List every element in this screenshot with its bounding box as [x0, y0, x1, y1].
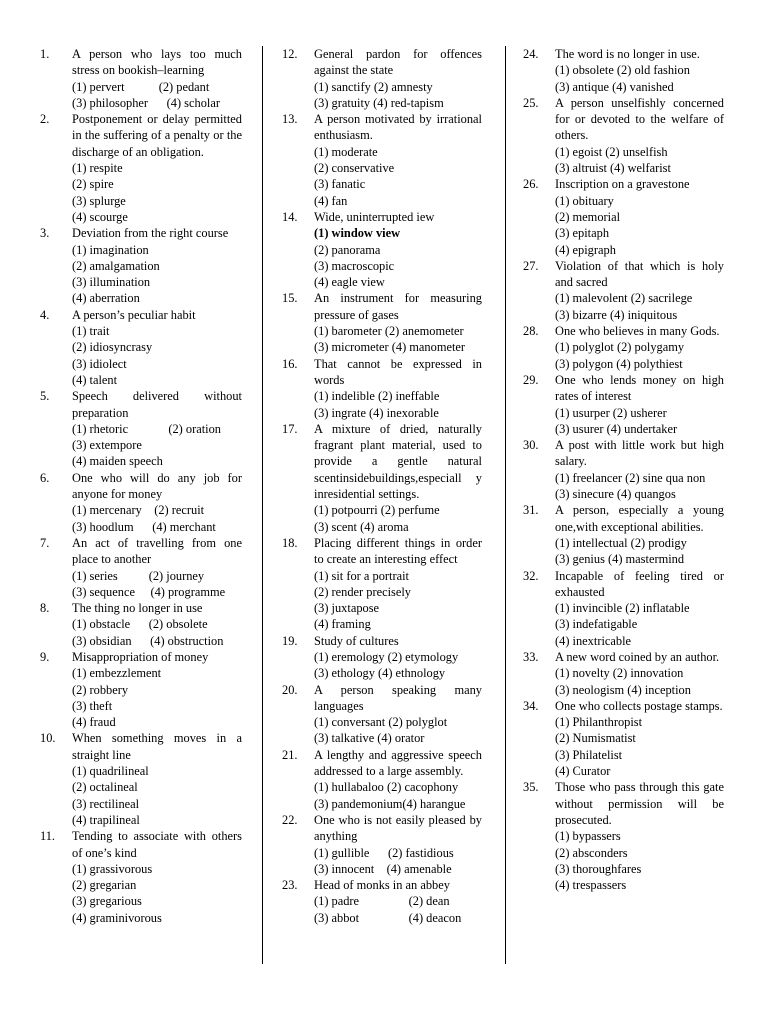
answer-option: (1) imagination	[72, 242, 149, 257]
question-text: Wide, uninterrupted iew	[314, 209, 435, 224]
answer-option: (3) rectilineal	[72, 796, 140, 811]
question-item	[282, 209, 482, 290]
answer-option: (4) Curator	[555, 764, 611, 779]
question-item	[523, 649, 724, 698]
question-text: The word is no longer in use.	[555, 47, 700, 61]
question-item	[523, 779, 724, 893]
answer-option: (1) grassivorous	[72, 861, 153, 876]
question-item	[282, 421, 482, 535]
question-text: One who will do any job for anyone for money	[72, 470, 242, 502]
question-number: 29.	[523, 372, 539, 387]
question-number: 24.	[523, 47, 539, 61]
question-item	[282, 46, 482, 111]
question-number: 22.	[282, 812, 298, 827]
question-text: Speech delivered without preparation	[72, 389, 242, 420]
question-item	[40, 535, 242, 600]
answer-option: (4) maiden speech	[72, 454, 163, 469]
answer-option: (2) spire	[72, 177, 114, 192]
answer-option: (1) respite	[72, 161, 123, 176]
answer-option: (3) altruist (4) welfarist	[555, 161, 671, 176]
answer-option: (1) invincible (2) inflatable	[555, 601, 690, 616]
answer-option: (1) quadrilineal	[72, 764, 149, 779]
answer-option: (4) aberration	[72, 291, 140, 306]
answer-option: (1) trait	[72, 324, 110, 339]
question-item	[40, 649, 242, 730]
answer-option: (1) egoist (2) unselfish	[555, 144, 668, 159]
question-number: 33.	[523, 649, 539, 664]
answer-option: (1) barometer (2) anemometer	[314, 324, 464, 339]
answer-option: (1) Philanthropist	[555, 715, 643, 730]
question-text: A person who lays too much stress on bookish–learning	[72, 47, 242, 78]
question-number: 18.	[282, 535, 298, 550]
answer-option: (2) amalgamation	[72, 258, 160, 273]
answer-option: (4) graminivorous	[72, 910, 162, 925]
answer-option: (2) render precisely	[314, 584, 412, 599]
question-item	[523, 502, 724, 567]
question-item	[282, 682, 482, 747]
question-number: 8.	[40, 601, 50, 616]
column-divider	[262, 46, 263, 964]
answer-option: (1) series (2) journey	[72, 568, 205, 583]
question-text: Those who pass through this gate without permission will be prosecuted.	[555, 780, 724, 827]
answer-option: (3) macroscopic	[314, 258, 395, 273]
answer-option: (1) malevolent (2) sacrilege	[555, 291, 693, 306]
question-number: 23.	[282, 878, 298, 893]
question-number: 12.	[282, 47, 298, 61]
question-item	[40, 730, 242, 828]
answer-option: (3) sinecure (4) quangos	[555, 487, 676, 502]
answer-option: (2) panorama	[314, 242, 381, 257]
answer-option: (3) bizarre (4) iniquitous	[555, 307, 678, 322]
question-number: 14.	[282, 209, 298, 224]
answer-option: (1) freelancer (2) sine qua non	[555, 470, 706, 485]
question-number: 2.	[40, 112, 50, 127]
question-number: 32.	[523, 568, 539, 583]
answer-option: (1) hullabaloo (2) cacophony	[314, 780, 459, 795]
question-text: A person motivated by irrational enthusiasm.	[314, 112, 482, 143]
question-text: A person unselfishly concerned for or devoted to the welfare of others.	[555, 95, 724, 143]
answer-option: (2) Numismatist	[555, 731, 636, 746]
question-text: One who is not easily pleased by anything	[314, 812, 482, 844]
question-item	[282, 747, 482, 812]
question-text: One who collects postage stamps.	[555, 698, 723, 713]
answer-option: (3) ethology (4) ethnology	[314, 666, 446, 681]
question-number: 20.	[282, 682, 298, 697]
answer-option: (1) eremology (2) etymology	[314, 649, 459, 664]
question-item	[282, 633, 482, 682]
question-text: A person speaking many languages	[314, 682, 482, 713]
column-1	[40, 46, 242, 926]
answer-option: (2) octalineal	[72, 780, 138, 795]
answer-option: (3) extempore	[72, 438, 142, 453]
question-number: 4.	[40, 307, 50, 322]
question-item	[40, 46, 242, 111]
answer-option: (2) robbery	[72, 682, 129, 697]
question-number: 5.	[40, 389, 50, 404]
answer-option: (2) memorial	[555, 209, 621, 224]
question-text: When something moves in a straight line	[72, 731, 242, 762]
answer-option: (3) ingrate (4) inexorable	[314, 405, 439, 420]
answer-option: (3) sequence (4) programme	[72, 584, 226, 599]
question-item	[282, 812, 482, 877]
answer-option: (3) neologism (4) inception	[555, 682, 691, 697]
question-text: Head of monks in an abbey	[314, 878, 450, 893]
question-text: That cannot be expressed in words	[314, 356, 482, 387]
question-number: 15.	[282, 291, 298, 306]
question-item	[523, 95, 724, 176]
answer-option: (3) juxtapose	[314, 601, 380, 616]
answer-option: (3) obsidian (4) obstruction	[72, 633, 224, 648]
answer-option: (1) window view	[314, 226, 401, 241]
question-text: A person, especially a young one,with exceptional abilities.	[555, 503, 724, 534]
question-item	[40, 828, 242, 926]
answer-option: (3) gregarious	[72, 894, 142, 909]
question-item	[523, 437, 724, 502]
answer-option: (4) scourge	[72, 209, 128, 224]
question-item	[523, 698, 724, 779]
answer-option: (3) antique (4) vanished	[555, 79, 674, 94]
question-number: 19.	[282, 633, 298, 648]
answer-option: (3) illumination	[72, 275, 151, 290]
answer-option: (1) mercenary (2) recruit	[72, 503, 205, 518]
answer-option: (4) fraud	[72, 715, 116, 730]
question-number: 34.	[523, 698, 539, 713]
answer-option: (1) gullible (2) fastidious	[314, 845, 454, 860]
answer-option: (3) pandemonium(4) harangue	[314, 796, 466, 811]
question-item	[282, 877, 482, 926]
answer-option: (1) obituary	[555, 193, 614, 208]
answer-option: (4) framing	[314, 617, 371, 632]
answer-option: (3) thoroughfares	[555, 861, 642, 876]
answer-option: (3) talkative (4) orator	[314, 731, 425, 746]
answer-option: (4) epigraph	[555, 242, 616, 257]
answer-option: (3) micrometer (4) manometer	[314, 340, 466, 355]
question-item	[40, 111, 242, 225]
question-number: 27.	[523, 258, 539, 273]
answer-option: (1) sit for a portrait	[314, 568, 409, 583]
column-3	[523, 46, 724, 893]
question-item	[523, 372, 724, 437]
answer-option: (2) idiosyncrasy	[72, 340, 153, 355]
answer-option: (1) usurper (2) usherer	[555, 405, 667, 420]
answer-option: (4) fan	[314, 193, 348, 208]
question-text: Deviation from the right course	[72, 226, 229, 241]
question-text: Study of cultures	[314, 633, 399, 648]
question-item	[523, 258, 724, 323]
question-number: 21.	[282, 747, 298, 762]
question-number: 9.	[40, 649, 50, 664]
question-item	[523, 323, 724, 372]
question-item	[523, 176, 724, 257]
question-text: Incapable of feeling tired or exhausted	[555, 568, 724, 599]
answer-option: (2) absconders	[555, 845, 628, 860]
question-text: The thing no longer in use	[72, 601, 203, 616]
answer-option: (3) hoodlum (4) merchant	[72, 519, 216, 534]
question-text: A mixture of dried, naturally fragrant plant material, used to provide a gentle natural scentinsidebuildings,especiall y inresidential settings.	[314, 421, 482, 502]
question-text: Tending to associate with others of one’s kind	[72, 829, 242, 860]
question-item	[282, 535, 482, 633]
question-text: An instrument for measuring pressure of gases	[314, 291, 482, 322]
answer-option: (1) indelible (2) ineffable	[314, 389, 440, 404]
answer-option: (3) polygon (4) polythiest	[555, 356, 683, 371]
answer-option: (3) usurer (4) undertaker	[555, 421, 678, 436]
answer-option: (3) innocent (4) amenable	[314, 861, 452, 876]
answer-option: (3) indefatigable	[555, 617, 638, 632]
answer-option: (3) splurge	[72, 193, 126, 208]
question-text: A person’s peculiar habit	[72, 307, 196, 322]
question-item	[282, 290, 482, 355]
answer-option: (4) trespassers	[555, 878, 627, 893]
question-item	[40, 600, 242, 649]
question-text: A new word coined by an author.	[555, 649, 720, 664]
answer-option: (1) bypassers	[555, 829, 621, 844]
question-number: 10.	[40, 731, 56, 746]
question-text: A lengthy and aggressive speech addressed to a large assembly.	[314, 747, 482, 779]
answer-option: (1) potpourri (2) perfume	[314, 503, 440, 518]
column-divider	[505, 46, 506, 964]
question-text: One who believes in many Gods.	[555, 324, 720, 339]
answer-option: (4) trapilineal	[72, 812, 140, 827]
answer-option: (1) obstacle (2) obsolete	[72, 617, 208, 632]
answer-option: (3) abbot (4) deacon	[314, 910, 462, 925]
question-item	[282, 356, 482, 421]
question-item	[523, 46, 724, 95]
question-item	[40, 225, 242, 306]
question-text: Violation of that which is holy and sacred	[555, 258, 724, 290]
answer-option: (3) theft	[72, 698, 113, 713]
question-number: 28.	[523, 324, 539, 339]
question-text: General pardon for offences against the state	[314, 47, 482, 78]
question-item	[40, 307, 242, 388]
question-text: Misappropriation of money	[72, 649, 209, 664]
question-number: 26.	[523, 177, 539, 192]
question-number: 1.	[40, 47, 50, 61]
question-text: Placing different things in order to create an interesting effect	[314, 535, 482, 567]
question-number: 7.	[40, 535, 50, 550]
answer-option: (4) eagle view	[314, 275, 385, 290]
question-number: 31.	[523, 503, 539, 518]
question-number: 30.	[523, 438, 539, 453]
question-number: 6.	[40, 470, 50, 485]
answer-option: (3) Philatelist	[555, 747, 623, 762]
question-number: 3.	[40, 226, 50, 241]
question-text: A post with little work but high salary.	[555, 438, 724, 469]
answer-option: (1) moderate	[314, 144, 378, 159]
question-item	[40, 388, 242, 469]
answer-option: (1) intellectual (2) prodigy	[555, 535, 687, 550]
answer-option: (2) conservative	[314, 161, 395, 176]
answer-option: (3) genius (4) mastermind	[555, 552, 685, 567]
answer-option: (1) sanctify (2) amnesty	[314, 79, 433, 94]
answer-option: (3) idiolect	[72, 356, 127, 371]
answer-option: (1) obsolete (2) old fashion	[555, 63, 690, 78]
question-item	[40, 470, 242, 535]
answer-option: (1) padre (2) dean	[314, 894, 450, 909]
answer-option: (2) gregarian	[72, 878, 137, 893]
answer-option: (3) philosopher (4) scholar	[72, 95, 220, 110]
answer-option: (1) pervert (2) pedant	[72, 79, 210, 94]
answer-option: (3) epitaph	[555, 226, 610, 241]
answer-option: (1) conversant (2) polyglot	[314, 715, 448, 730]
answer-option: (1) novelty (2) innovation	[555, 666, 684, 681]
column-2	[282, 46, 482, 926]
question-number: 17.	[282, 421, 298, 436]
question-text: One who lends money on high rates of interest	[555, 372, 724, 404]
question-number: 35.	[523, 780, 539, 795]
question-number: 13.	[282, 112, 298, 127]
answer-option: (3) scent (4) aroma	[314, 519, 409, 534]
question-text: Postponement or delay permitted in the suffering of a penalty or the discharge of an obligation.	[72, 112, 242, 159]
answer-option: (1) polyglot (2) polygamy	[555, 340, 685, 355]
question-item	[282, 111, 482, 209]
question-number: 25.	[523, 95, 539, 110]
answer-option: (1) rhetoric (2) oration	[72, 421, 221, 436]
answer-option: (3) gratuity (4) red-tapism	[314, 95, 444, 110]
answer-option: (1) embezzlement	[72, 666, 162, 681]
question-number: 11.	[40, 829, 56, 844]
question-text: Inscription on a gravestone	[555, 177, 690, 192]
answer-option: (3) fanatic	[314, 177, 366, 192]
answer-option: (4) talent	[72, 372, 118, 387]
question-item	[523, 568, 724, 649]
answer-option: (4) inextricable	[555, 633, 632, 648]
question-text: An act of travelling from one place to another	[72, 535, 242, 567]
question-number: 16.	[282, 356, 298, 371]
